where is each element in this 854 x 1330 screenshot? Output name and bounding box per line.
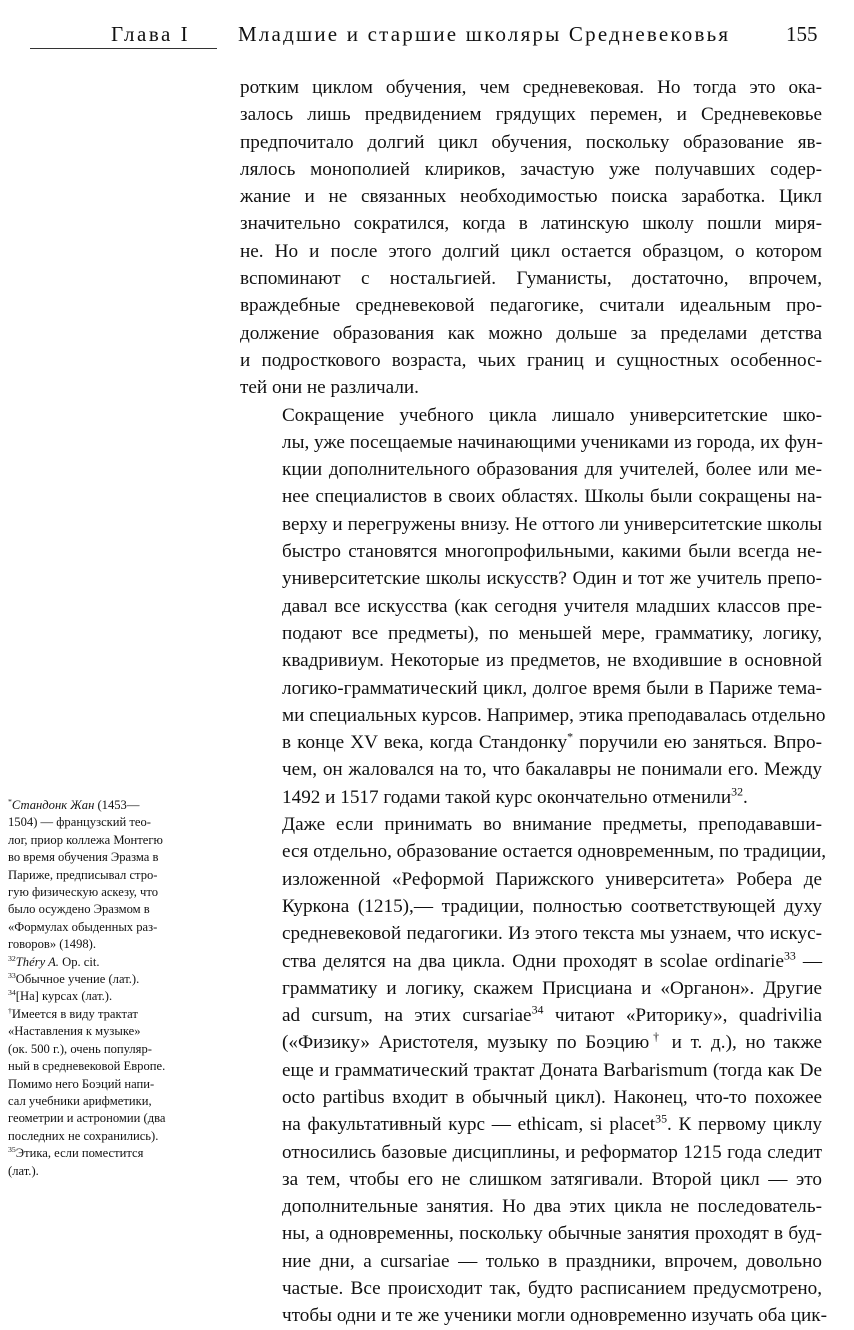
text-line (240, 1002, 822, 1029)
footnote-line: (лат.). (8, 1163, 39, 1178)
footnote-line: лог, приор коллежа Монтегю (8, 832, 163, 847)
footnote-line: сал учебники арифметики, (8, 1093, 152, 1108)
text-line: ротким циклом обучения, чем средневековая. Но тогда это ока- (240, 77, 822, 98)
text-line (240, 1111, 822, 1138)
text-segment: в конце XV века, когда Стандонку (282, 732, 568, 754)
footnote-line: говоров» (1498). (8, 937, 97, 952)
text-line: за тем, чтобы его не слишком затягивали. Второй цикл — это (282, 1168, 822, 1190)
footnote-mark-dagger: † (8, 1005, 12, 1015)
text-line: Куркона (1215),— традиции, полностью соответствующей духу (282, 895, 822, 917)
text-line: жание и не связанных необходимостью поиска заработка. Цикл (240, 186, 822, 208)
text-line: не. Но и после этого долгий цикл остается образцом, о котором (240, 240, 822, 262)
text-segment: Этика, если поместится (15, 1146, 144, 1161)
text-line: грамматику и логику, скажем Присциана и «Органон». Другие (282, 977, 822, 999)
footnote-dagger (8, 1006, 216, 1145)
text-segment: и т. д.), но также (662, 1032, 822, 1054)
text-line: ми специальных курсов. Например, этика преподавалась отдельно (282, 704, 826, 726)
text-line: быстро становятся многопрофильными, какими были всегда не- (282, 541, 822, 563)
footnote-34 (8, 988, 216, 1005)
footnote-line: было осуждено Эразмом в (8, 902, 150, 917)
text-line: octo partibus входит в обычный цикл). Наконец, что-то похожее (282, 1086, 822, 1108)
chapter-title: Младшие и старшие школяры Средневековья (238, 22, 731, 46)
text-segment: ad cursum, на этих cursariae (282, 1005, 532, 1027)
text-line (240, 948, 822, 975)
text-line: верху и перегружены внизу. Не оттого ли университетские школы (282, 513, 822, 535)
text-segment: [На] курсах (лат.). (15, 989, 113, 1004)
text-segment: на факультативный курс — ethicam, si placet (282, 1114, 656, 1136)
footnote-line: во время обучения Эразма в (8, 850, 159, 865)
footnote-number: 32 (8, 953, 16, 963)
text-segment: поручили ею заняться. Впро- (573, 732, 822, 754)
text-line: относились базовые дисциплины, и реформатор 1215 года следит (282, 1141, 822, 1163)
footnote-line (8, 1145, 216, 1162)
text-line: частые. Все происходит так, будто расписанием предусмотрено, (282, 1278, 822, 1300)
text-line: университетские школы искусств? Один и тот же учитель препо- (282, 568, 822, 590)
footnote-line: гую физическую аскезу, что (8, 885, 158, 900)
paragraph-2 (240, 402, 826, 811)
footnote-mark-star: * (567, 729, 574, 744)
main-text (240, 74, 827, 1330)
footnote-mark-34: 34 (531, 1002, 544, 1017)
footnote-line: ный в средневековой Европе. (8, 1059, 166, 1074)
footnote-33 (8, 971, 216, 988)
footnote-standonk (8, 797, 216, 954)
text-line: изложенной «Реформой Парижского университета» Робера де (282, 868, 822, 890)
footnote-line (8, 988, 216, 1005)
text-line: враждебные средневековой педагогике, считали идеальным про- (240, 295, 822, 317)
text-line: должение образования как можно дольше за пределами детства (240, 322, 822, 344)
text-segment: Имеется в виду трактат (11, 1006, 138, 1021)
paragraph-1 (240, 74, 822, 402)
text-line: чтобы одни и те же ученики могли одновременно изучать оба цик- (282, 1305, 827, 1327)
text-line (240, 729, 822, 756)
footnote-line: Париже, предписывал стро- (8, 867, 158, 882)
footnote-line: «Наставления к музыке» (8, 1024, 141, 1039)
footnote-32 (8, 954, 216, 971)
text-line: Даже если принимать во внимание предметы, преподававши- (282, 814, 822, 836)
footnote-number: 34 (8, 988, 16, 998)
footnote-line: последних не сохранились). (8, 1128, 159, 1143)
footnote-line (8, 954, 216, 971)
text-line: еся отдельно, образование остается одновременным, по традиции, (282, 841, 827, 863)
footnote-number: 33 (8, 970, 16, 980)
text-line: дополнительные занятия. Но два этих цикла не последователь- (282, 1196, 822, 1218)
footnote-mark-32: 32 (731, 784, 744, 799)
text-segment: Op. cit. (58, 954, 100, 969)
text-segment: — (795, 950, 823, 972)
footnote-35 (8, 1145, 216, 1180)
text-line: ны, а одновременны, поскольку обычные занятия проходят в буд- (282, 1223, 822, 1245)
footnote-number: 35 (8, 1144, 16, 1154)
text-line: предпочитало долгий цикл обучения, поскольку образование яв- (240, 131, 822, 153)
footnote-line (8, 971, 216, 988)
footnote-line: геометрии и астрономии (два (8, 1111, 166, 1126)
text-line (240, 1029, 822, 1056)
text-line: 1492 и 1517 годами такой курс окончательно отменили$^{32}$. (282, 784, 748, 808)
text-line: давал все искусства (как сегодня учителя младших классов пре- (282, 595, 822, 617)
footnote-line: (ок. 500 г.), очень популяр- (8, 1041, 152, 1056)
page-number: 155 (786, 22, 818, 46)
footnote-line (8, 797, 216, 814)
footnote-author: Théry A. (15, 954, 59, 969)
paragraph-3 (240, 811, 827, 1330)
text-line: тей они не различали. (240, 377, 419, 399)
footnote-mark-dagger: † (649, 1030, 663, 1044)
text-line: квадривиум. Некоторые из предметов, не входившие в основной (282, 650, 822, 672)
text-line: ние дни, а cursariae — только в праздники, впрочем, довольно (282, 1250, 822, 1272)
margin-footnotes (8, 797, 216, 1180)
text-line: логико-грамматический цикл, долгое время были в Париже тема- (282, 677, 822, 699)
text-line: чем, он жаловался на то, что бакалавры не понимали его. Между (282, 759, 822, 781)
text-line: залось лишь предвидением грядущих перемен, и Средневековье (240, 104, 822, 126)
text-segment: Обычное учение (лат.). (15, 972, 140, 987)
footnote-mark-35: 35 (655, 1111, 668, 1126)
text-segment: (1453— (94, 798, 140, 812)
text-line: подают все предметы), по меньшей мере, грамматику, логику, (282, 622, 822, 644)
text-segment: читают «Риторику», quadrivilia (543, 1005, 822, 1027)
text-line: и подросткового возраста, чьих границ и сущностных особеннос- (240, 349, 822, 371)
text-line: значительно сократился, когда в латинскую школу пошли миря- (240, 213, 822, 235)
text-line: лялось монополией клириков, зачастую уже получавших содер- (240, 158, 822, 180)
footnote-line: Помимо него Боэций напи- (8, 1076, 155, 1091)
text-line: Сокращение учебного цикла лишало университетские шко- (282, 404, 822, 426)
text-line: еще и грамматический трактат Доната Barbarismum (тогда как De (282, 1059, 822, 1081)
text-segment: ства делятся на два цикла. Одни проходят в scolae ordinarie (282, 950, 784, 972)
footnote-mark-33: 33 (783, 948, 796, 963)
text-segment: 1492 и 1517 годами такой курс окончательно отменили (282, 786, 732, 808)
text-line: вспоминают с ностальгией. Гуманисты, достаточно, впрочем, (240, 268, 822, 290)
text-line: кции дополнительного образования для учителей, более или ме- (282, 459, 822, 481)
text-line: средневековой педагогики. Из этого текста мы узнаем, что искус- (282, 923, 822, 945)
text-line: нее специалистов в своих областях. Школы были сокращены на- (282, 486, 822, 508)
text-segment: («Физику» Аристотеля, музыку по Боэцию (282, 1032, 650, 1054)
header-rule (30, 48, 217, 49)
footnote-person-name: Стандонк Жан (11, 798, 95, 812)
running-header (0, 22, 854, 46)
chapter-label: Глава I (111, 22, 191, 46)
footnote-line (8, 1006, 216, 1023)
footnote-line: «Формулах обыденных раз- (8, 919, 158, 934)
text-segment: . К первому циклу (667, 1114, 822, 1136)
footnote-line: 1504) — французский тео- (8, 815, 151, 830)
footnote-mark-star: * (8, 796, 12, 806)
text-line: лы, уже посещаемые начинающими учениками из города, их фун- (282, 431, 823, 453)
